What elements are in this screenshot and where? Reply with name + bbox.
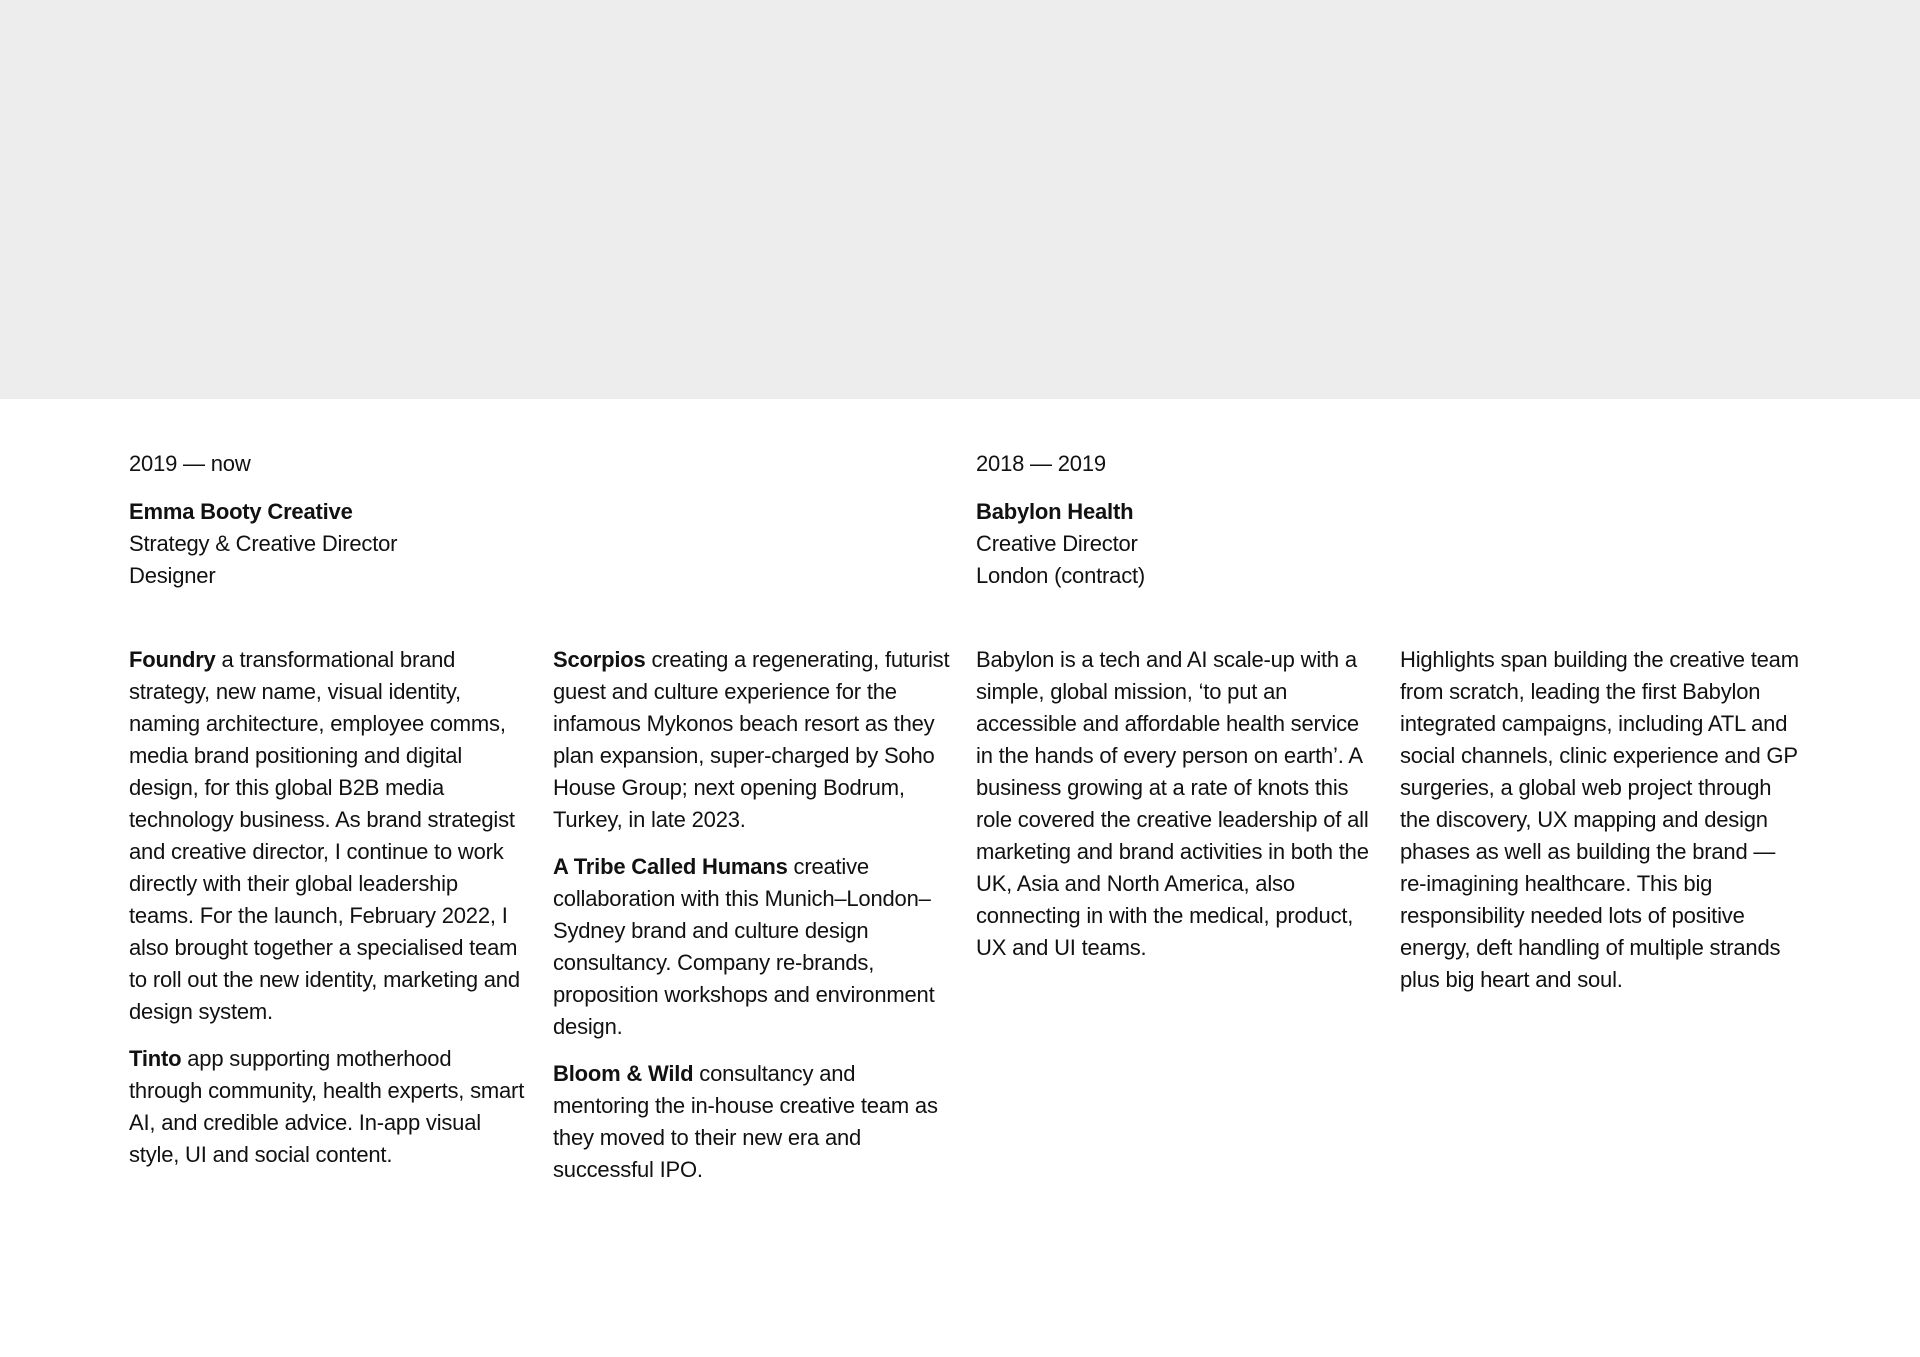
- project-name: Tinto: [129, 1046, 182, 1071]
- project-name: A Tribe Called Humans: [553, 854, 788, 879]
- job-role: Creative Director: [976, 531, 1138, 556]
- job-company: Babylon Health: [976, 499, 1134, 524]
- column-emma-booty-right: [553, 644, 951, 1201]
- project-description: creative collaboration with this Munich–London–Sydney brand and culture design consultancy. Company re-brands, proposition workshops and environment design.: [553, 854, 935, 1039]
- babylon-highlights: Highlights span building the creative team from scratch, leading the first Babylon integrated campaigns, including ATL and social channels, clinic experience and GP surgeries, a global web project through the discovery, UX mapping and design phases as well as building the brand — re-imagining healthcare. This big responsibility needed lots of positive energy, deft handling of multiple strands plus big heart and soul.: [1400, 647, 1799, 992]
- babylon-summary: Babylon is a tech and AI scale-up with a simple, global mission, ‘to put an accessible and affordable health service in the hands of every person on earth’. A business growing at a rate of knots this role covered the creative leadership of all marketing and brand activities in both the UK, Asia and North America, also connecting in with the medical, product, UX and UI teams.: [976, 647, 1369, 960]
- project-description: creating a regenerating, futurist guest and culture experience for the infamous Mykonos beach resort as they plan expansion, super-charged by Soho House Group; next opening Bodrum, Turkey, in late 2023.: [553, 647, 950, 832]
- top-image-placeholder: [0, 0, 1920, 399]
- job-company: Emma Booty Creative: [129, 499, 353, 524]
- job-header-babylon: [976, 448, 1576, 592]
- column-babylon-summary: [976, 644, 1374, 979]
- job-detail: London (contract): [976, 563, 1146, 588]
- project-description: consultancy and mentoring the in-house creative team as they moved to their new era and successful IPO.: [553, 1061, 938, 1182]
- job-detail: Designer: [129, 563, 216, 588]
- project-name: Scorpios: [553, 647, 646, 672]
- project-description: a transformational brand strategy, new name, visual identity, naming architecture, employee comms, media brand positioning and digital design, for this global B2B media technology business. As brand strategist and creative director, I continue to work directly with their global leadership teams. For the launch, February 2022, I also brought together a specialised team to roll out the new identity, marketing and design system.: [129, 647, 520, 1024]
- column-babylon-highlights: [1400, 644, 1800, 1011]
- project-description: app supporting motherhood through community, health experts, smart AI, and credible advice. In-app visual style, UI and social content.: [129, 1046, 525, 1167]
- job-role: Strategy & Creative Director: [129, 531, 398, 556]
- project-name: Bloom & Wild: [553, 1061, 694, 1086]
- job-period: 2018 — 2019: [976, 451, 1106, 476]
- project-name: Foundry: [129, 647, 216, 672]
- project-scorpios: [553, 644, 951, 836]
- column-emma-booty-left: [129, 644, 527, 1186]
- job-header-emma-booty: [129, 448, 729, 592]
- project-tinto: [129, 1043, 527, 1171]
- job-period: 2019 — now: [129, 451, 251, 476]
- project-tribe-called-humans: [553, 851, 951, 1043]
- project-bloom-and-wild: [553, 1058, 951, 1186]
- project-foundry: [129, 644, 527, 1028]
